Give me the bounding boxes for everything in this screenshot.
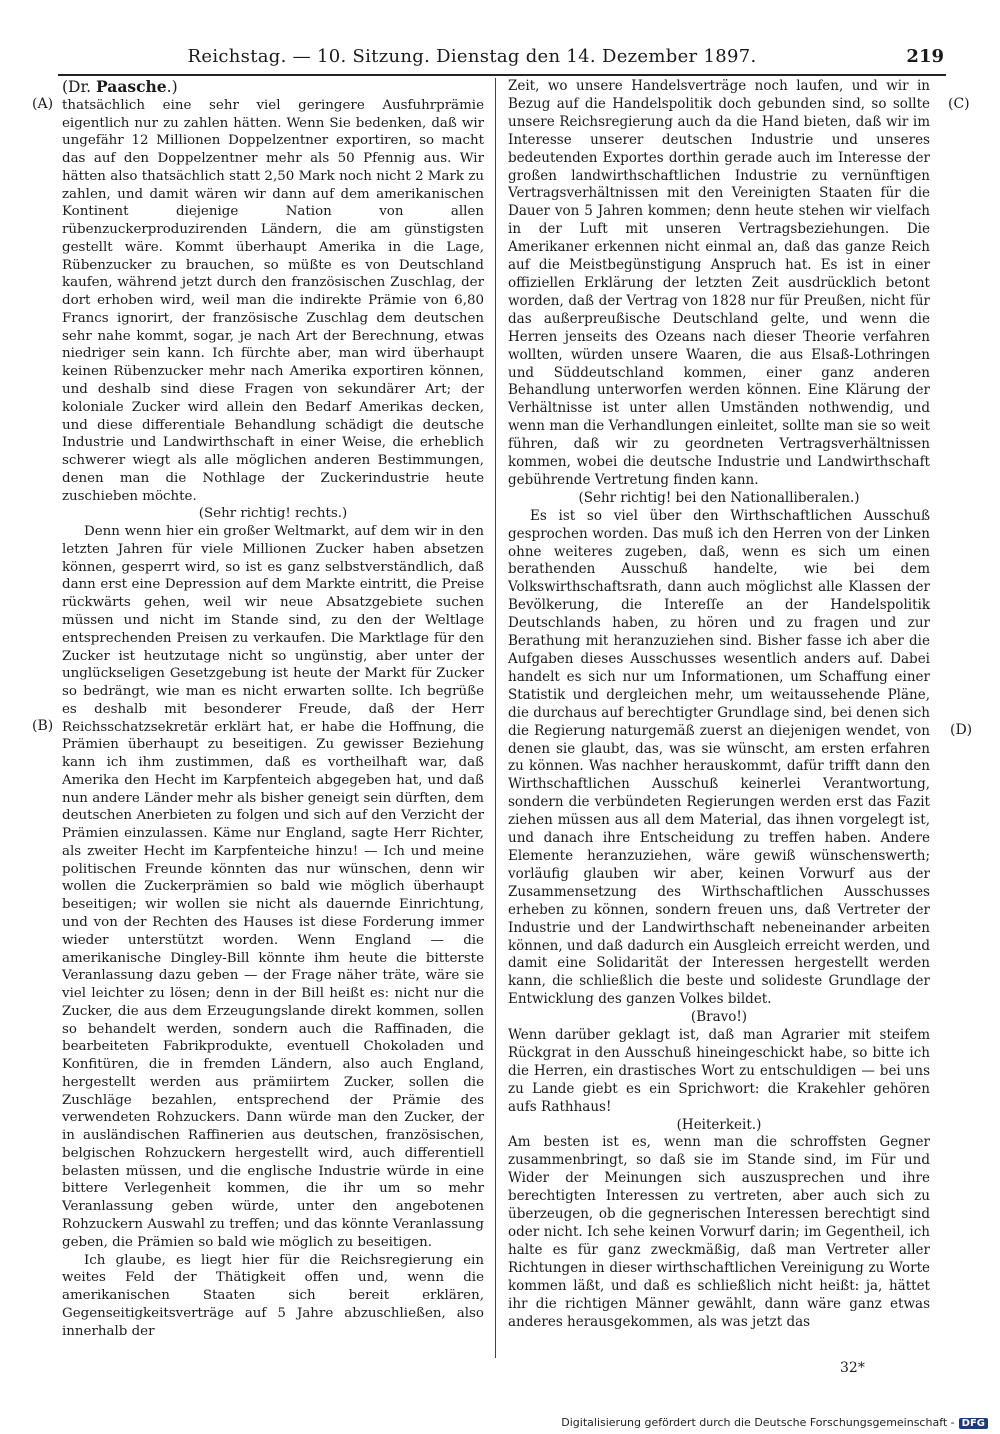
signature-mark: 32* (840, 1360, 865, 1376)
interjection: (Sehr richtig! bei den Nationalliberalen.) (578, 489, 860, 506)
interjection: (Sehr richtig! rechts.) (198, 506, 348, 522)
right-column (508, 78, 930, 1331)
speaker-line (62, 78, 484, 97)
digitization-credit (561, 1416, 988, 1429)
margin-marker-c: (C) (948, 96, 970, 112)
paragraph: Denn wenn hier ein großer Weltmarkt, auf dem wir in den letzten Jahren für viele Millionen Zucker haben absetzen können, gesperrt wird, so ist es ganz selbstverständlich, daß dann erst eine Depression auf dem Markte eintritt, die Preise rückwärts gehen, weil wir neue Absatzgebiete suchen müssen und nicht im Stande sind, zu den der Weltlage entsprechenden Preisen zu verkaufen. Die Marktlage für den Zucker ist heutzutage nicht so ungünstig, aber unter der unglückseligen Gesetzgebung ist heute der Markt für Zucker so bedrängt, wie man es nicht erwarten sollte. Ich begrüße es deshalb mit besonderer Freude, daß der Herr Reichsschatzsekretär erklärt hat, er habe die Hoffnung, die Prämien überhaupt zu beseitigen. Zu gewisser Beziehung kann ich ihm zustimmen, daß es vortheilhaft war, daß Amerika den Hecht im Karpfenteich abgegeben hat, und daß nun andere Länder mehr als bisher geneigt sein dürften, dem deutschen Anerbieten zu folgen und sich auf den Verzicht der Prämien einzulassen. Käme nur England, sagte Herr Richter, als zweiter Hecht im Karpfenteiche hinzu! — Ich und meine politischen Freunde könnten das nur wünschen, denn wir wollen die Zuckerprämien so bald wie möglich überhaupt beseitigen; wir wollen sie nicht als dauernde Einrichtung, und von der Rechten des Hauses ist diese Forderung immer wieder unterstützt worden. Wenn England — die amerikanische Dingley-Bill könnte ihm heute die bitterste Veranlassung dazu geben — der Frage näher träte, wäre sie viel leichter zu lösen; denn in der Bill heißt es: nicht nur die Zucker, die aus dem Erzeugungslande direkt kommen, sollen so behandelt werden, sondern auch die Raffinaden, die bearbeiteten Fabrikprodukte, eventuell Chokoladen und Konfitüren, die in fremden Ländern, also auch England, hergestellt werden aus prämiirtem Zucker, sollen die Zuschläge bezahlen, entsprechend der Prämie des verwendeten Rohzuckers. Dann würde man den Zucker, der in ausländischen Raffinerien aus deutschen, französischen, belgischen Rohzuckern hergestellt wird, auch differentiell belasten müssen, und die englische Industrie würde in eine bittere Verlegenheit kommen, die ihr um so mehr Veranlassung geben würde, unter den angebotenen Rohzuckern Auswahl zu treffen; und das könnte Veranlassung geben, die Prämien so bald wie möglich zu beseitigen. (62, 524, 484, 1250)
paragraph: Am besten ist es, wenn man die schroffsten Gegner zusammenbringt, so daß sie im Stande sind, im Für und Wider der Meinungen sich auszusprechen und ihre berechtigten Interessen zu vertreten, aber auch sich zu überzeugen, ob die gegnerischen Interessen berechtigt sind oder nicht. Ich sehe keinen Vorwurf darin; im Gegentheil, ich halte es für ganz zweckmäßig, daß man Vertreter aller Richtungen in dieser wirthschaftlichen Vereinigung zu Worte kommen läßt, und daß es schließlich nicht heißt: ja, hättet ihr die richtigen Männer gewählt, dann wäre ganz etwas anderes herausgekommen, als was jetzt das (508, 1134, 930, 1330)
speaker-suffix: .) (166, 78, 178, 96)
paragraph: Zeit, wo unsere Handelsverträge noch laufen, und wir in Bezug auf die Handelspolitik doch gebunden sind, so sollte unsere Reichsregierung auch da die Hand bieten, daß wir im Interesse unserer deutschen Industrie und unseres bedeutenden Exportes dorthin gerade auch im Interesse der großen landwirthschaftlichen Industrie zu vernünftigen Vertragsverhältnissen mit den Vereinigten Staaten für die Dauer von 5 Jahren kommen; denn heute stehen wir vielfach in der Luft mit unseren Vertragsbeziehungen. Die Amerikaner erkennen nicht einmal an, daß das ganze Reich auf die Meistbegünstigung Anspruch hat. Es ist in einer offiziellen Erklärung der letzten Zeit ausdrücklich betont worden, daß der Vertrag von 1828 nur für Preußen, nicht für das außerpreußische Deutschland gelte, und wenn die Herren jenseits des Ozeans nach dieser Theorie verfahren wollten, würden unsere Waaren, die aus Elsaß-Lothringen und Süddeutschland kommen, einer ganz anderen Behandlung unterworfen werden können. Eine Klärung der Verhältnisse ist unter allen Umständen nothwendig, und wenn man die Verhandlungen einleitet, sollte man sie so weit führen, daß wir zu geordneten Vertragsverhältnissen kommen, wobei die deutsche Industrie und Landwirthschaft gebührende Vertretung finden kann. (508, 78, 930, 488)
margin-marker-a: (A) (32, 96, 54, 112)
paragraph: Es ist so viel über den Wirthschaftlichen Ausschuß gesprochen worden. Das muß ich den Herren von der Linken ohne weiteres zugeben, daß, wenn es sich um einen berathenden Ausschuß handelte, wie bei dem Volkswirthschaftsrath, dann auch möglichst alle Klassen der Bevölkerung, die Intereſſe an der Handelspolitik Deutschlands haben, zu hören und zu fragen und zur Berathung mit heranzuziehen sind. Bisher fasse ich aber die Aufgaben dieses Ausschusses wesentlich anders auf. Dabei handelt es sich nur um Informationen, um Schaffung einer Statistik und dergleichen mehr, um weitaussehende Pläne, die durchaus auf berechtigter Grundlage sind, bei denen sich die Regierung naturgemäß zuerst an diejenigen wendet, von denen sie glaubt, das, was sie wünscht, am ersten erfahren zu können. Was nachher herauskommt, dafür trifft dann den Wirthschaftlichen Ausschuß keinerlei Verantwortung, sondern die verbündeten Regierungen werden erst das Fazit ziehen müssen aus all dem Material, das ihnen vorgelegt ist, und danach ihre Entscheidung zu treffen haben. Andere Elemente heranzuziehen, wäre gewiß wünschenswerth; vorläufig glauben wir aber, keinen Vorwurf aus der Zusammensetzung des Wirthschaftlichen Ausschusses erheben zu können, sondern freuen uns, daß Vertreter der Industrie und der Landwirthschaft nebeneinander arbeiten können, und daß dadurch ein Ausgleich erreicht werden, und damit eine Solidarität der Interessen hergestellt werden kann, die schließlich die beste und solideste Grundlage der Entwicklung des ganzen Volkes bildet. (508, 507, 930, 1008)
paragraph: thatsächlich eine sehr viel geringere Ausfuhrprämie eigentlich nur zu zahlen hätten. Wenn Sie bedenken, daß wir ungefähr 12 Millionen Doppelzentner exportiren, so macht das auf den Doppelzentner mehr als 50 Pfennig aus. Wir hätten also thatsächlich statt 2,50 Mark noch nicht 2 Mark zu zahlen, und damit wären wir dann auf dem amerikanischen Kontinent diejenige Nation von allen rübenzuckerproduzirenden Ländern, die am günstigsten gestellt wäre. Kommt überhaupt Amerika in die Lage, Rübenzucker zu brauchen, so müßte es von Deutschland kaufen, während jetzt durch den französischen Zuschlag, der dort erhoben wird, weil man die indirekte Prämie von 6,80 Francs ignorirt, der französische Zuschlag dem deutschen sehr nahe kommt, sogar, je nach Art der Berechnung, etwas niedriger sein kann. Ich fürchte aber, man wird überhaupt keinen Rübenzucker mehr nach Amerika exportiren können, und deshalb sind diese Fragen von sekundärer Art; der koloniale Zucker wird allein den Bedarf Amerikas decken, und diese differentiale Behandlung schädigt die deutsche Industrie und Landwirthschaft in einer Weise, die erheblich schwerer wiegt als alle möglichen anderen Bestimmungen, denen man die Nothlage der Zuckerindustrie heute zuschieben möchte. (62, 97, 484, 504)
paragraph: Wenn darüber geklagt ist, daß man Agrarier mit steifem Rückgrat in den Ausschuß hineingeschickt habe, so bitte ich die Herren, ein drastisches Wort zu entschuldigen — bei uns zu Lande giebt es ein Sprichwort: die Krakehler gehören aufs Rathhaus! (508, 1027, 930, 1115)
margin-marker-d: (D) (950, 722, 973, 738)
speaker-name: Paasche (96, 77, 167, 96)
left-column (62, 78, 484, 1340)
page-number: 219 (906, 46, 944, 67)
credit-text: Digitalisierung gefördert durch die Deutsche Forschungsgemeinschaft - (561, 1416, 955, 1429)
interjection: (Bravo!) (690, 1009, 748, 1026)
page-header (58, 44, 946, 76)
dfg-logo-icon: DFG (959, 1418, 988, 1429)
column-divider (495, 78, 496, 1358)
margin-marker-b: (B) (32, 718, 54, 734)
interjection: (Heiterkeit.) (676, 1116, 762, 1133)
paragraph: Ich glaube, es liegt hier für die Reichsregierung ein weites Feld der Thätigkeit offen und, wenn die amerikanischen Staaten sich bereit erklären, Gegenseitigkeitsverträge auf 5 Jahre abzuschließen, also innerhalb der (62, 1252, 484, 1339)
speaker-prefix: (Dr. (62, 78, 97, 96)
running-head: Reichstag. — 10. Sitzung. Dienstag den 14. Dezember 1897. (187, 46, 757, 67)
